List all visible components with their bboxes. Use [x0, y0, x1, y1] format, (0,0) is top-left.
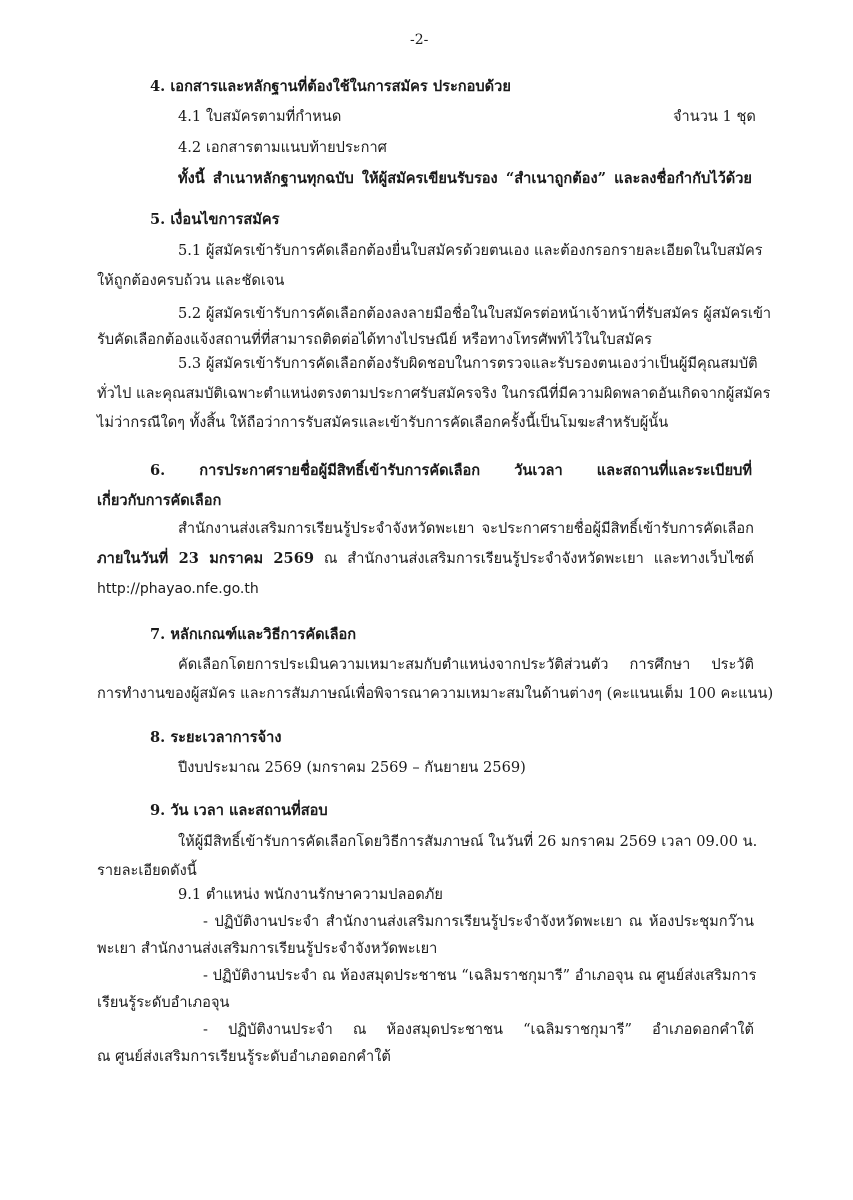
website-url[interactable]: http://phayao.nfe.go.th — [97, 581, 259, 597]
section-6-heading-line-1: 6. การประกาศรายชื่อผู้มีสิทธิ์เข้ารับการคัดเลือก วันเวลา และสถานที่และระเบียบที่ — [150, 462, 752, 479]
section-4-item-1: 4.1 ใบสมัครตามที่กำหนด — [178, 108, 342, 125]
section-5-para-3-line-3: ไม่ว่ากรณีใดๆ ทั้งสิ้น ให้ถือว่าการรับสมัครและเข้ารับการคัดเลือกครั้งนี้เป็นโมฆะสำหรับผู้นั้น — [97, 414, 669, 431]
section-8-heading: 8. ระยะเวลาการจ้าง — [150, 729, 282, 746]
section-6-para-line-2 — [97, 550, 754, 568]
section-9-bullet-1-line-2: พะเยา สำนักงานส่งเสริมการเรียนรู้ประจำจังหวัดพะเยา — [97, 940, 438, 957]
section-8-para: ปีงบประมาณ 2569 (มกราคม 2569 – กันยายน 2569) — [178, 759, 526, 776]
section-4-heading: 4. เอกสารและหลักฐานที่ต้องใช้ในการสมัคร ประกอบด้วย — [150, 78, 511, 95]
section-6-heading-line-2: เกี่ยวกับการคัดเลือก — [97, 492, 222, 509]
section-7-para-line-2: การทำงานของผู้สมัคร และการสัมภาษณ์เพื่อพิจารณาความเหมาะสมในด้านต่างๆ (คะแนนเต็ม 100 คะแนน) — [97, 685, 774, 702]
section-9-bullet-2-line-1: - ปฏิบัติงานประจำ ณ ห้องสมุดประชาชน “เฉลิมราชกุมารี” อำเภอจุน ณ ศูนย์ส่งเสริมการ — [203, 967, 757, 984]
page-number: -2- — [410, 32, 429, 48]
announcement-date: ภายในวันที่ 23 มกราคม 2569 — [97, 550, 315, 567]
section-9-bullet-3-line-2: ณ ศูนย์ส่งเสริมการเรียนรู้ระดับอำเภอดอกคำใต้ — [97, 1048, 391, 1065]
section-9-bullet-2-line-2: เรียนรู้ระดับอำเภอจุน — [97, 994, 230, 1011]
section-5-para-2-line-1: 5.2 ผู้สมัครเข้ารับการคัดเลือกต้องลงลายมือชื่อในใบสมัครต่อหน้าเจ้าหน้าที่รับสมัคร ผู้สมัครเข้า — [178, 305, 772, 322]
section-9-heading: 9. วัน เวลา และสถานที่สอบ — [150, 802, 328, 819]
section-5-para-2-line-2: รับคัดเลือกต้องแจ้งสถานที่ที่สามารถติดต่อได้ทางไปรษณีย์ หรือทางโทรศัพท์ไว้ในใบสมัคร — [97, 331, 652, 348]
section-5-para-3-line-2: ทั่วไป และคุณสมบัติเฉพาะตำแหน่งตรงตามประกาศรับสมัครจริง ในกรณีที่มีความผิดพลาดอันเกิดจากผู้สมัคร — [97, 385, 771, 402]
section-9-position: 9.1 ตำแหน่ง พนักงานรักษาความปลอดภัย — [178, 886, 443, 903]
section-5-para-3-line-1: 5.3 ผู้สมัครเข้ารับการคัดเลือกต้องรับผิดชอบในการตรวจและรับรองตนเองว่าเป็นผู้มีคุณสมบัติ — [178, 355, 758, 372]
section-9-bullet-1-line-1: - ปฏิบัติงานประจำ สำนักงานส่งเสริมการเรียนรู้ประจำจังหวัดพะเยา ณ ห้องประชุมกว๊าน — [203, 913, 754, 930]
section-9-bullet-3-line-1: - ปฏิบัติงานประจำ ณ ห้องสมุดประชาชน “เฉลิมราชกุมารี” อำเภอดอกคำใต้ — [203, 1021, 754, 1038]
section-5-para-1-line-2: ให้ถูกต้องครบถ้วน และชัดเจน — [97, 272, 285, 289]
section-4-item-2: 4.2 เอกสารตามแนบท้ายประกาศ — [178, 139, 387, 156]
section-6-para-line-1: สำนักงานส่งเสริมการเรียนรู้ประจำจังหวัดพะเยา จะประกาศรายชื่อผู้มีสิทธิ์เข้ารับการคัดเลือก — [178, 520, 754, 537]
section-9-para-line-2: รายละเอียดดังนี้ — [97, 862, 197, 879]
section-7-heading: 7. หลักเกณฑ์และวิธีการคัดเลือก — [150, 626, 357, 643]
section-5-para-1-line-1: 5.1 ผู้สมัครเข้ารับการคัดเลือกต้องยื่นใบสมัครด้วยตนเอง และต้องกรอกรายละเอียดในใบสมัคร — [178, 242, 763, 259]
section-5-heading: 5. เงื่อนไขการสมัคร — [150, 211, 280, 228]
section-4-note: ทั้งนี้ สำเนาหลักฐานทุกฉบับ ให้ผู้สมัครเขียนรับรอง “สำเนาถูกต้อง” และลงชื่อกำกับไว้ด้วย — [178, 170, 752, 187]
section-7-para-line-1: คัดเลือกโดยการประเมินความเหมาะสมกับตำแหน่งจากประวัติส่วนตัว การศึกษา ประวัติ — [178, 656, 754, 673]
announcement-location: ณ สำนักงานส่งเสริมการเรียนรู้ประจำจังหวัดพะเยา และทางเว็บไซต์ — [314, 550, 754, 567]
section-4-item-1-quantity: จำนวน 1 ชุด — [673, 108, 756, 125]
section-9-para-line-1: ให้ผู้มีสิทธิ์เข้ารับการคัดเลือกโดยวิธีการสัมภาษณ์ ในวันที่ 26 มกราคม 2569 เวลา 09.00 น. — [178, 833, 758, 850]
